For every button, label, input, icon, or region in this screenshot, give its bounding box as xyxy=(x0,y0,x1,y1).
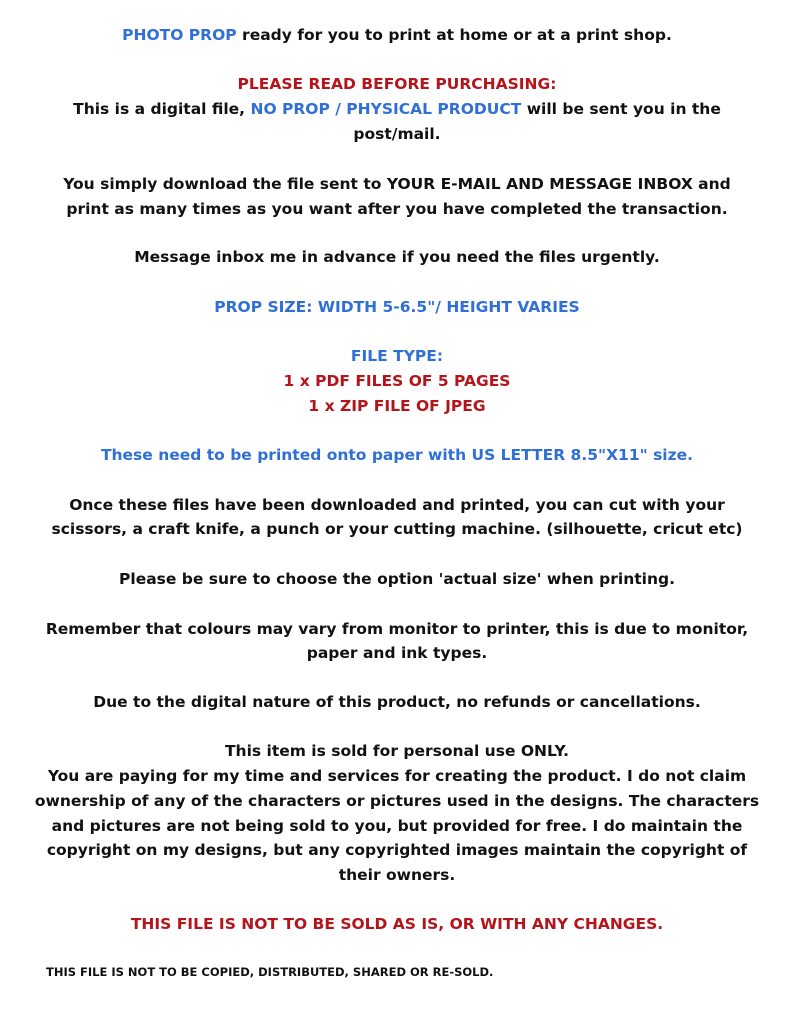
prop-size: PROP SIZE: WIDTH 5-6.5"/ HEIGHT VARIES xyxy=(214,298,580,316)
intro-text: ready for you to print at home or at a print shop. xyxy=(236,26,672,44)
personal-use-line-4: and pictures are not being sold to you, but provided for free. I do maintain the xyxy=(51,817,743,835)
colours-line-1: Remember that colours may vary from monitor to printer, this is due to monitor, xyxy=(45,620,749,638)
warning-text-start: This is a digital file, xyxy=(73,100,251,118)
personal-use-line-5: copyright on my designs, but any copyrighted images maintain the copyright of xyxy=(46,841,748,859)
download-line-1: You simply download the file sent to YOUR E-MAIL AND MESSAGE INBOX and xyxy=(63,175,731,193)
colours-line-2: paper and ink types. xyxy=(306,644,488,662)
file-type-pdf: 1 x PDF FILES OF 5 PAGES xyxy=(283,372,511,390)
warning-highlight: NO PROP / PHYSICAL PRODUCT xyxy=(250,100,522,118)
file-type-label: FILE TYPE: xyxy=(350,347,444,365)
paper-size-note: These need to be printed onto paper with US LETTER 8.5"X11" size. xyxy=(100,446,694,464)
urgent-note: Message inbox me in advance if you need the files urgently. xyxy=(134,248,660,266)
intro-line xyxy=(0,23,794,47)
personal-use-line-6: their owners. xyxy=(338,866,456,884)
cutting-line-2: scissors, a craft knife, a punch or your cutting machine. (silhouette, cricut etc) xyxy=(51,520,743,538)
personal-use-line-2: You are paying for my time and services for creating the product. I do not claim xyxy=(47,767,747,785)
warning-line-2: post/mail. xyxy=(353,125,441,143)
no-resale-warning: THIS FILE IS NOT TO BE SOLD AS IS, OR WITH ANY CHANGES. xyxy=(130,915,664,933)
personal-use-line-1: This item is sold for personal use ONLY. xyxy=(224,742,570,760)
download-line-2: print as many times as you want after you have completed the transaction. xyxy=(66,200,728,218)
no-copy-notice: THIS FILE IS NOT TO BE COPIED, DISTRIBUTED, SHARED OR RE-SOLD. xyxy=(46,965,494,979)
warning-heading: PLEASE READ BEFORE PURCHASING: xyxy=(237,75,557,93)
warning-line-1 xyxy=(0,97,794,121)
refunds-note: Due to the digital nature of this product, no refunds or cancellations. xyxy=(93,693,701,711)
product-name: PHOTO PROP xyxy=(122,26,237,44)
warning-text-end: will be sent you in the xyxy=(521,100,721,118)
actual-size-note: Please be sure to choose the option 'actual size' when printing. xyxy=(119,570,675,588)
file-type-zip: 1 x ZIP FILE OF JPEG xyxy=(308,397,486,415)
personal-use-line-3: ownership of any of the characters or pictures used in the designs. The characters xyxy=(34,792,760,810)
cutting-line-1: Once these files have been downloaded and printed, you can cut with your xyxy=(69,496,725,514)
